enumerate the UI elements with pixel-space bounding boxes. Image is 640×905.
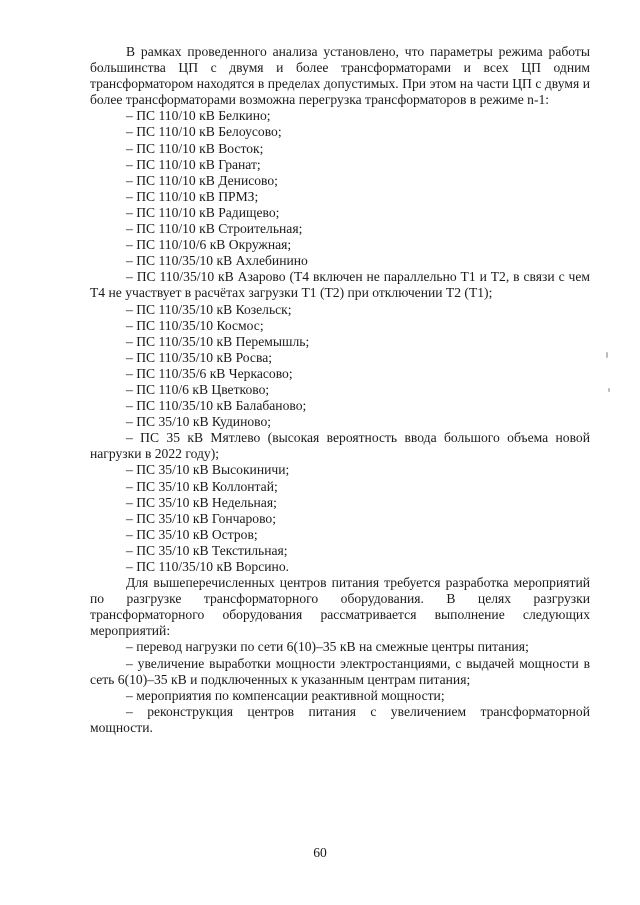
list-item: – ПС 110/35/10 кВ Ворсино.: [126, 559, 290, 574]
list-item: – реконструкция центров питания с увеличением трансформаторной мощности.: [90, 703, 590, 735]
list-item: – ПС 110/10 кВ Гранат;: [126, 156, 261, 172]
list-item: – ПС 35/10 кВ Кудиново;: [126, 414, 272, 430]
list-item: – ПС 110/6 кВ Цветково;: [126, 381, 270, 397]
list-item: – перевод нагрузки по сети 6(10)–35 кВ на смежные центры питания;: [126, 639, 529, 655]
substation-list: [90, 108, 590, 575]
list-item: – ПС 35/10 кВ Остров;: [126, 526, 258, 542]
list-item: – ПС 110/10 кВ Белкино;: [126, 108, 271, 124]
scan-speck: [608, 388, 610, 392]
list-item: – ПС 35/10 кВ Недельная;: [126, 494, 277, 510]
list-item: – ПС 110/10 кВ Восток;: [126, 140, 264, 156]
scan-speck: [606, 352, 608, 358]
list-item: – увеличение выработки мощности электростанциями, с выдачей мощности в сеть 6(10)–35 кВ и подключенных к указанным центрам питания;: [90, 655, 590, 687]
measures-list: [90, 639, 590, 736]
list-item: – ПС 110/35/10 Космос;: [126, 317, 264, 333]
list-item: – ПС 110/35/10 кВ Перемышль;: [126, 333, 310, 349]
list-item: – ПС 110/35/10 кВ Азарово (Т4 включен не параллельно Т1 и Т2, в связи с чем Т4 не участвует в расчётах загрузки Т1 (Т2) при отключении Т2 (Т1);: [90, 269, 590, 301]
list-item: – ПС 110/10 кВ Белоусово;: [126, 124, 282, 140]
list-item: – ПС 110/10 кВ Радищево;: [126, 204, 280, 220]
list-item: – ПС 35 кВ Мятлево (высокая вероятность ввода большого объема новой нагрузки в 2022 году);: [90, 430, 590, 462]
list-item: – ПС 110/10 кВ Денисово;: [126, 172, 278, 188]
list-item: – ПС 110/10 кВ ПРМЗ;: [126, 188, 259, 204]
page-body: [90, 44, 590, 736]
list-item: – ПС 110/10 кВ Строительная;: [126, 221, 303, 237]
list-item: – ПС 110/35/10 кВ Росва;: [126, 349, 273, 365]
list-item: – ПС 110/35/6 кВ Черкасово;: [126, 365, 293, 381]
list-item: – ПС 110/35/10 кВ Ахлебинино: [126, 253, 308, 269]
measures-paragraph: Для вышеперечисленных центров питания требуется разработка мероприятий по разгрузке трансформаторного оборудования. В целях разгрузки трансформаторного оборудования рассматривается выполнение следующих мероприятий:: [90, 575, 590, 639]
list-item: – ПС 110/35/10 кВ Козельск;: [126, 301, 292, 317]
list-item: – ПС 110/10/6 кВ Окружная;: [126, 237, 292, 253]
intro-paragraph: В рамках проведенного анализа установлено, что параметры режима работы большинства ЦП с двумя и более трансформаторами и всех ЦП одним трансформатором находятся в пределах допустимых. При этом на части ЦП с двумя и более трансформаторами возможна перегрузка трансформаторов в режиме n-1:: [90, 44, 590, 108]
list-item: – ПС 35/10 кВ Высокиничи;: [126, 462, 290, 478]
list-item: – ПС 35/10 кВ Текстильная;: [126, 542, 288, 558]
page-number: 60: [313, 845, 327, 860]
list-item: – ПС 35/10 кВ Коллонтай;: [126, 478, 278, 494]
list-item: – мероприятия по компенсации реактивной мощности;: [126, 687, 445, 703]
list-item: – ПС 35/10 кВ Гончарово;: [126, 510, 277, 526]
list-item: – ПС 110/35/10 кВ Балабаново;: [126, 398, 307, 414]
